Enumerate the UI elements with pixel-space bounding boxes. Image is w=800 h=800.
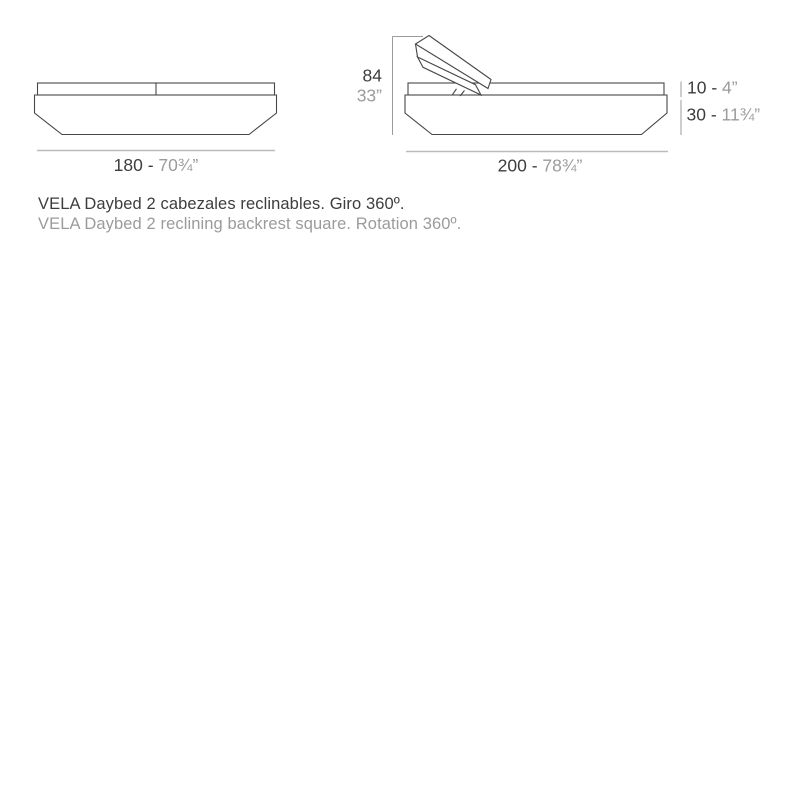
front-width-label: 180 - 70¾” bbox=[113, 155, 199, 175]
side-length-label: 200 - 78¾” bbox=[497, 155, 583, 176]
caption-english: VELA Daybed 2 reclining backrest square. Rotation 360º. bbox=[38, 215, 462, 233]
side-mattress-outline bbox=[408, 83, 664, 95]
front-view-drawing bbox=[35, 83, 277, 135]
caption-spanish: VELA Daybed 2 cabezales reclinables. Giro 360º. bbox=[38, 195, 405, 213]
side-view-drawing bbox=[405, 36, 667, 135]
front-base-outline bbox=[35, 95, 277, 135]
side-height-label-inches: 33” bbox=[356, 85, 382, 106]
side-height-label-cm: 84 bbox=[362, 65, 382, 86]
side-base-outline bbox=[405, 95, 667, 135]
mattress-thickness-label: 10 - 4” bbox=[687, 77, 738, 98]
backrest-end-connector bbox=[416, 44, 418, 57]
base-height-label: 30 - 11¾” bbox=[686, 104, 761, 125]
product-caption bbox=[38, 194, 461, 234]
